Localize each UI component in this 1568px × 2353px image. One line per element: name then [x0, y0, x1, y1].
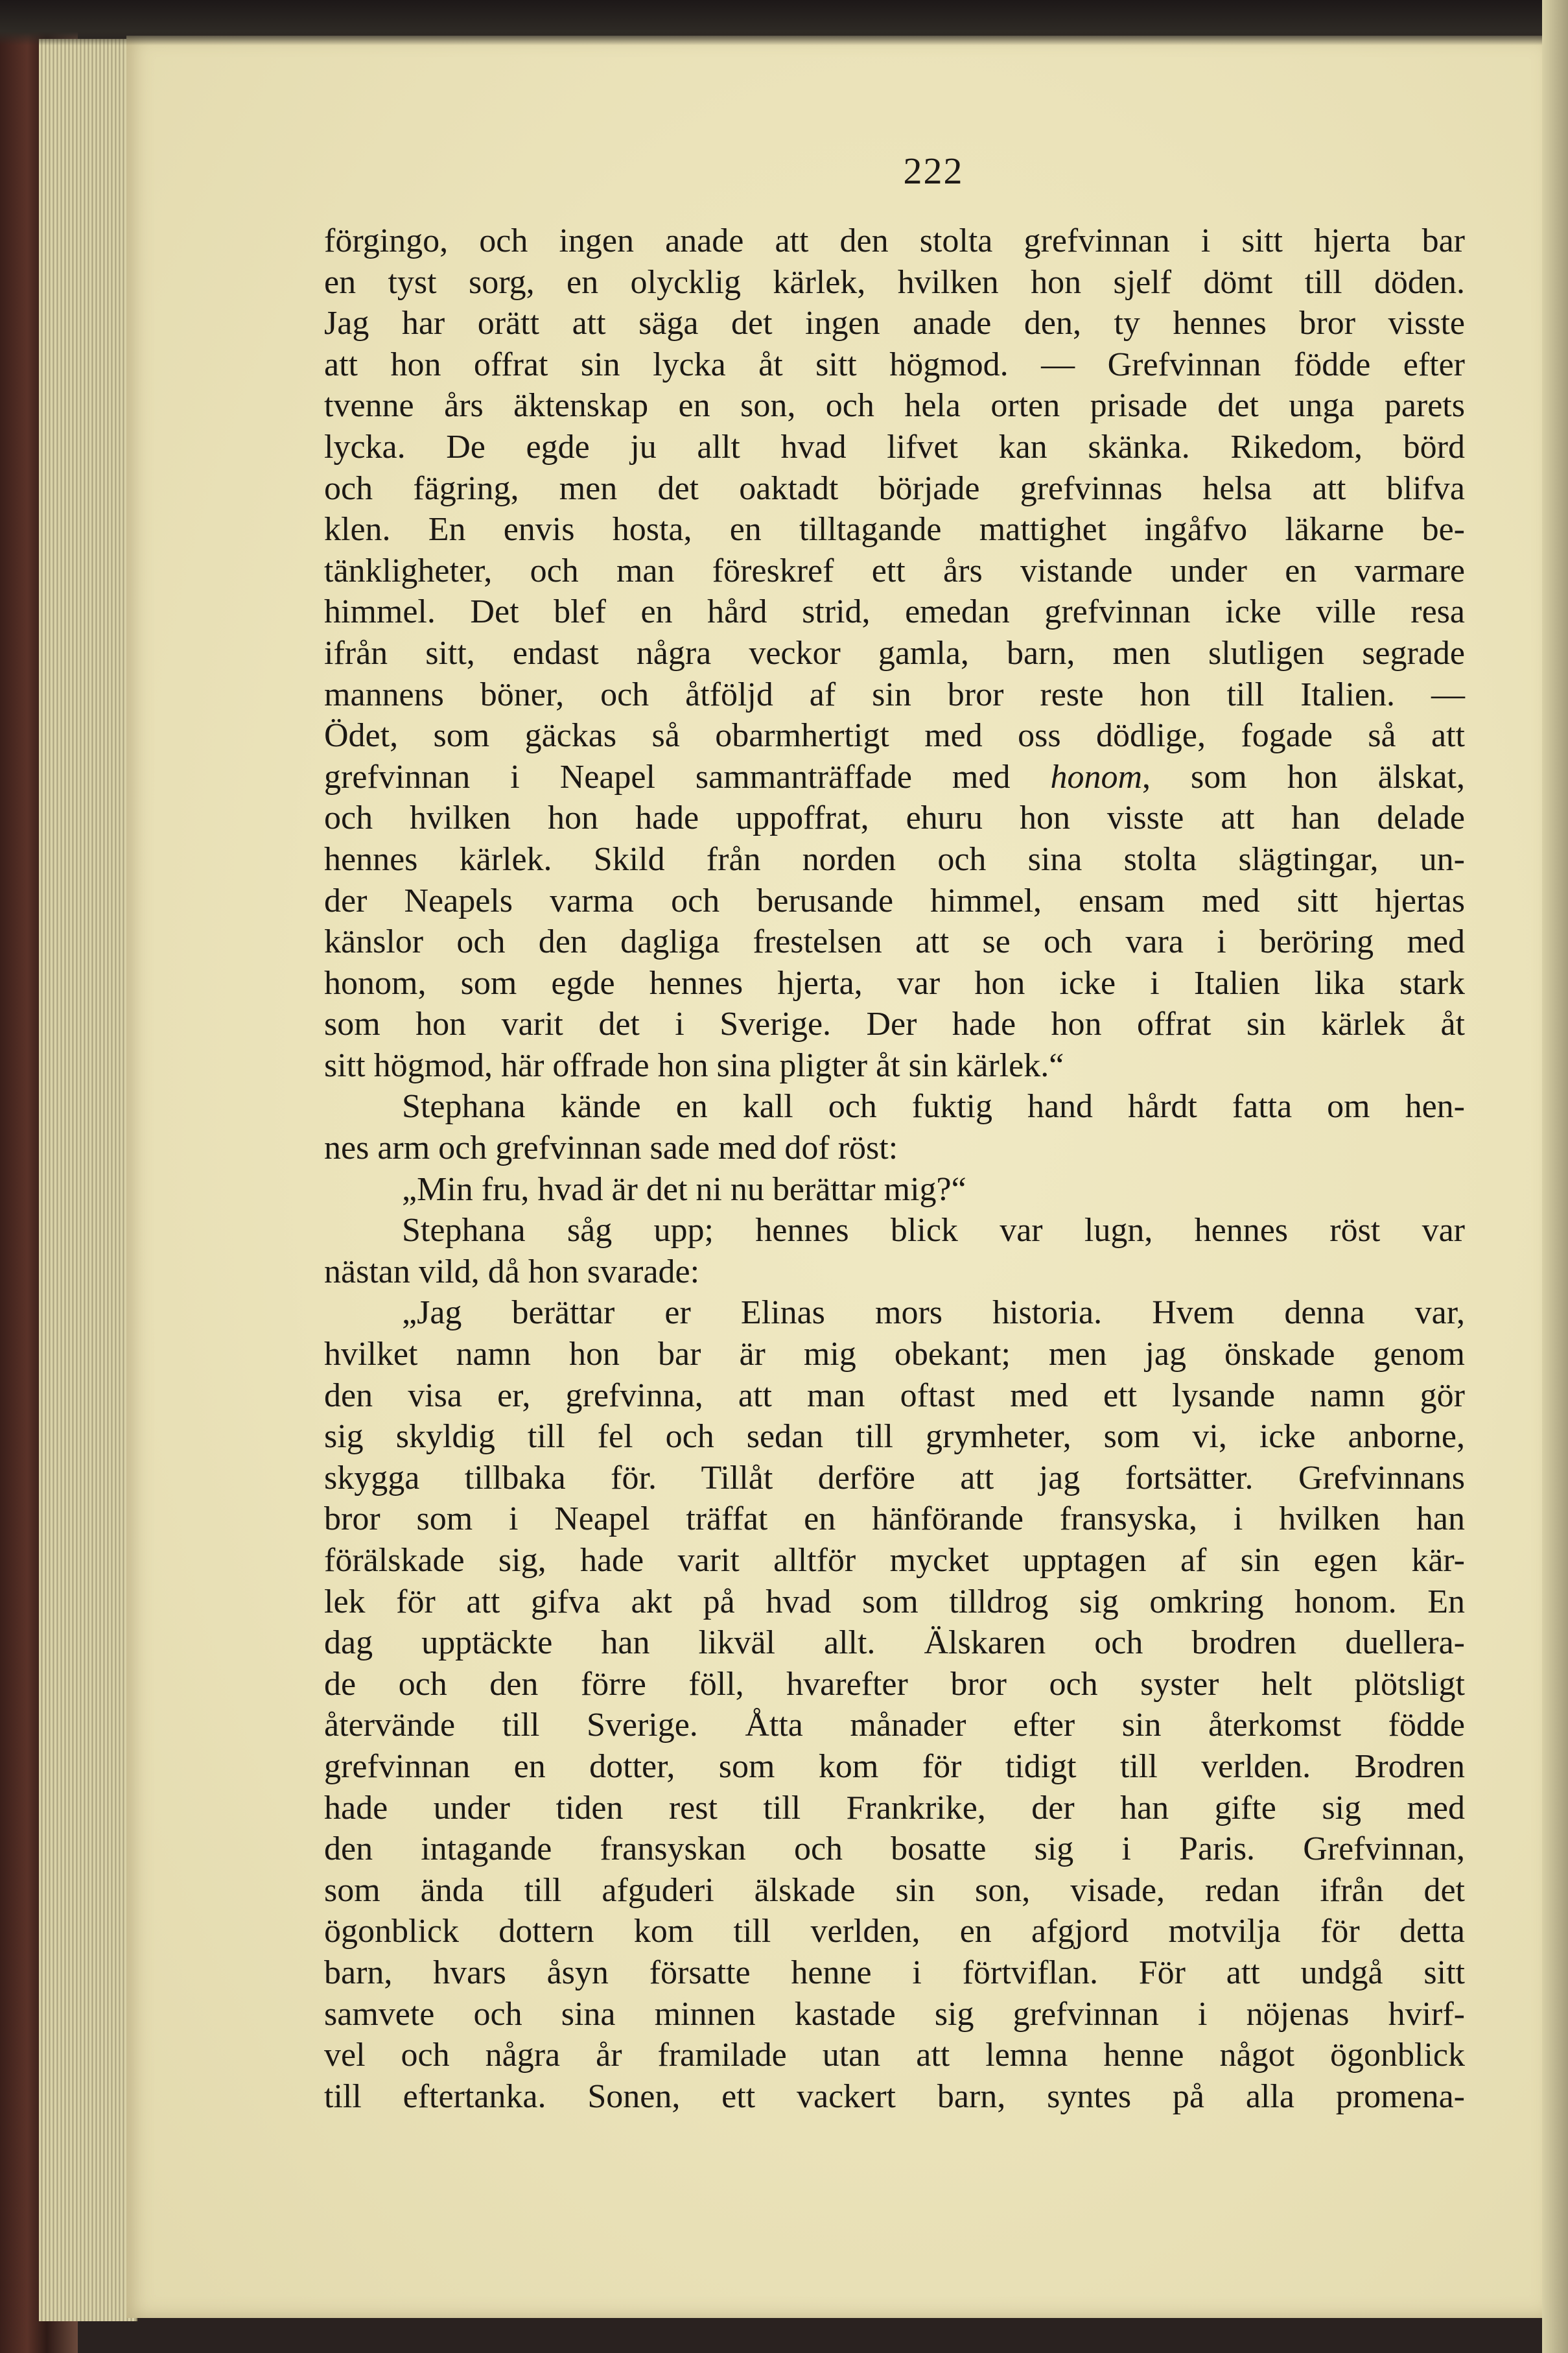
text-line: ifrån sitt, endast några veckor gamla, barn, men slutligen segrade — [324, 634, 1465, 672]
text-line: förälskade sig, hade varit alltför mycket upptagen af sin egen kär- — [324, 1542, 1465, 1579]
text-line: återvände till Sverige. Åtta månader efter sin återkomst födde — [324, 1707, 1465, 1744]
text-line: der Neapels varma och berusande himmel, ensam med sitt hjertas — [324, 882, 1465, 919]
text-line: som hon varit det i Sverige. Der hade hon offrat sin kärlek åt — [324, 1006, 1465, 1043]
text-line: och fägring, men det oaktadt började grefvinnas helsa att blifva — [324, 469, 1465, 507]
text-line: sitt högmod, här offrade hon sina pligter åt sin kärlek.“ — [324, 1046, 1064, 1084]
facing-page-edge — [1542, 0, 1568, 2353]
page-number: 222 — [903, 150, 964, 192]
text-line: tvenne års äktenskap en son, och hela orten prisade det unga parets — [324, 387, 1465, 425]
text-line: och hvilken hon hade uppoffrat, ehuru hon visste att han delade — [324, 799, 1465, 837]
text-line: förgingo, och ingen anade att den stolta grefvinnan i sitt hjerta bar — [324, 222, 1465, 259]
page-stack-edge — [39, 39, 137, 2321]
text-line: Jag har orätt att säga det ingen anade den, ty hennes bror visste — [324, 305, 1465, 342]
text-line: samvete och sina minnen kastade sig grefvinnan i nöjenas hvirf- — [324, 1995, 1465, 2033]
text-line: dag upptäckte han likväl allt. Älskaren och brodren duellera- — [324, 1624, 1465, 1662]
text-line: grefvinnan en dotter, som kom för tidigt till verlden. Brodren — [324, 1747, 1465, 1785]
text-line: honom, som egde hennes hjerta, var hon icke i Italien lika stark — [324, 964, 1465, 1002]
text-line: nästan vild, då hon svarade: — [324, 1253, 700, 1290]
text-line: sig skyldig till fel och sedan till grymheter, som vi, icke anborne, — [324, 1418, 1465, 1456]
scan-top-shadow — [0, 0, 1568, 45]
text-line: hennes kärlek. Skild från norden och sina stolta slägtingar, un- — [324, 840, 1465, 878]
text-line: en tyst sorg, en olycklig kärlek, hvilken hon sjelf dömt till döden. — [324, 263, 1465, 301]
text-line: Stephana kände en kall och fuktig hand hårdt fatta om hen- — [402, 1088, 1465, 1126]
text-line: hade under tiden rest till Frankrike, der han gifte sig med — [324, 1789, 1465, 1827]
text-line: till eftertanka. Sonen, ett vackert barn, syntes på alla promena- — [324, 2077, 1465, 2115]
text-line: „Min fru, hvad är det ni nu berättar mig?“ — [402, 1170, 966, 1208]
text-line: den visa er, grefvinna, att man oftast med ett lysande namn gör — [324, 1377, 1465, 1414]
text-line: de och den förre föll, hvarefter bror och syster helt plötsligt — [324, 1665, 1465, 1703]
text-line: grefvinnan i Neapel sammanträffade med honom, som hon älskat, — [324, 758, 1465, 796]
text-line: nes arm och grefvinnan sade med dof röst: — [324, 1129, 898, 1167]
text-line: lek för att gifva akt på hvad som tilldrog sig omkring honom. En — [324, 1583, 1465, 1620]
text-line: ögonblick dottern kom till verlden, en afgjord motvilja för detta — [324, 1913, 1465, 1950]
text-line: „Jag berättar er Elinas mors historia. Hvem denna var, — [402, 1294, 1465, 1332]
text-line: bror som i Neapel träffat en hänförande fransyska, i hvilken han — [324, 1500, 1465, 1538]
text-line: barn, hvars åsyn försatte henne i förtviflan. För att undgå sitt — [324, 1954, 1465, 1991]
text-line: mannens böner, och åtföljd af sin bror reste hon till Italien. — — [324, 676, 1465, 713]
text-line: den intagande fransyskan och bosatte sig i Paris. Grefvinnan, — [324, 1830, 1465, 1868]
text-line: lycka. De egde ju allt hvad lifvet kan skänka. Rikedom, börd — [324, 428, 1465, 466]
text-line: himmel. Det blef en hård strid, emedan grefvinnan icke ville resa — [324, 593, 1465, 631]
text-line: att hon offrat sin lycka åt sitt högmod. — Grefvinnan födde efter — [324, 346, 1465, 383]
text-line: hvilket namn hon bar är mig obekant; men jag önskade genom — [324, 1336, 1465, 1373]
text-line: känslor och den dagliga frestelsen att se och vara i beröring med — [324, 923, 1465, 961]
text-line: vel och några år framilade utan att lemna henne något ögonblick — [324, 2037, 1465, 2074]
text-line: klen. En envis hosta, en tilltagande mattighet ingåfvo läkarne be- — [324, 511, 1465, 549]
text-line: tänkligheter, och man föreskref ett års vistande under en varmare — [324, 552, 1465, 589]
body-text — [324, 220, 1465, 2117]
text-line: som ända till afguderi älskade sin son, visade, redan ifrån det — [324, 1871, 1465, 1909]
text-line: Ödet, som gäckas så obarmhertigt med oss dödlige, fogade så att — [324, 717, 1465, 755]
text-line: Stephana såg upp; hennes blick var lugn, hennes röst var — [402, 1212, 1465, 1249]
text-line: skygga tillbaka för. Tillåt derföre att jag fortsätter. Grefvinnans — [324, 1459, 1465, 1496]
